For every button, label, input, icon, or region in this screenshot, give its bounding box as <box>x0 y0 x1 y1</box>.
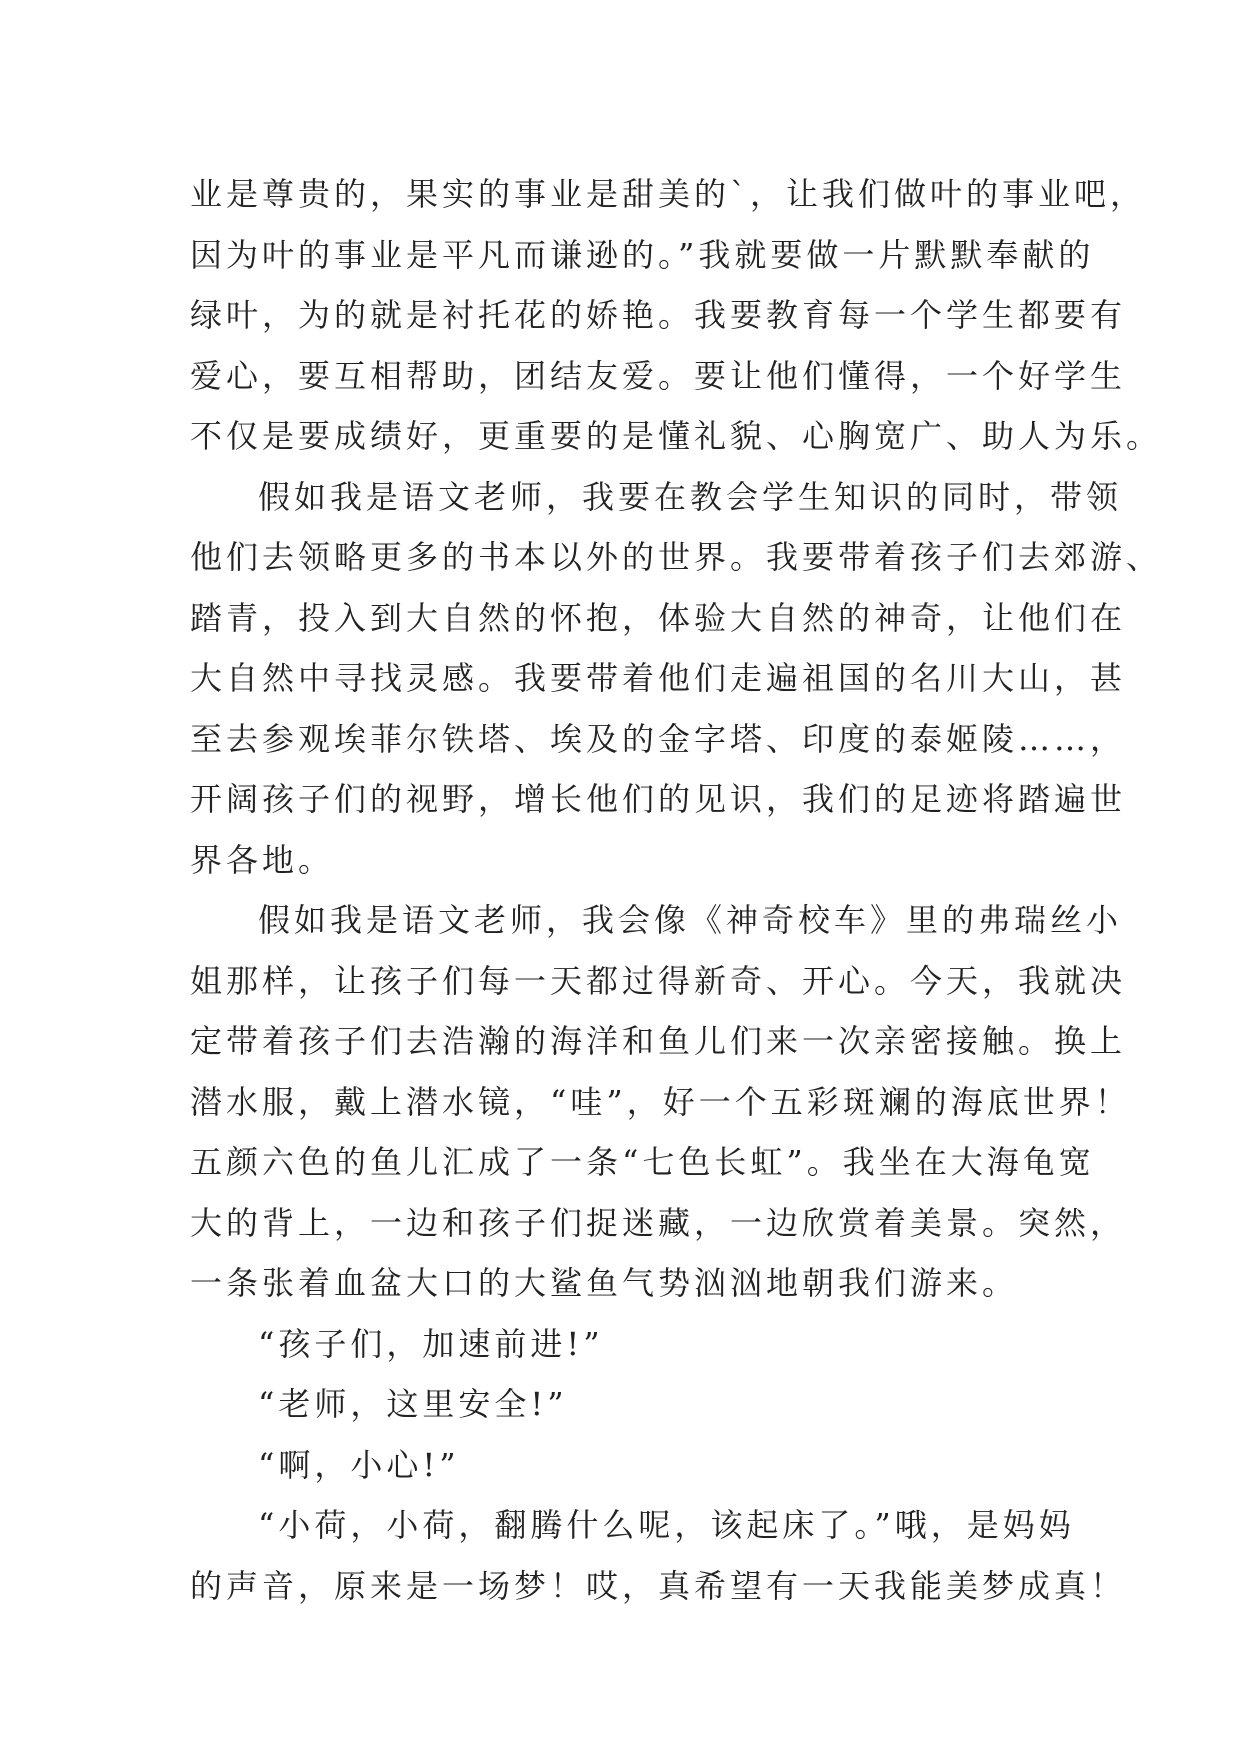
text-line: 五颜六色的鱼儿汇成了一条“七色长虹”。我坐在大海龟宽 <box>190 1143 1095 1181</box>
paragraph-2 <box>190 467 1163 891</box>
paragraph-3 <box>190 890 1131 1314</box>
text-line: 他们去领略更多的书本以外的世界。我要带着孩子们去郊游、 <box>190 538 1163 576</box>
text-line: 绿叶，为的就是衬托花的娇艳。我要教育每一个学生都要有 <box>190 296 1127 334</box>
paragraph-4 <box>190 1314 1070 1375</box>
text-line: 开阔孩子们的视野，增长他们的见识，我们的足迹将踏遍世 <box>190 780 1127 818</box>
text-line: 踏青，投入到大自然的怀抱，体验大自然的神奇，让他们在 <box>190 598 1127 637</box>
text-line: 业是尊贵的，果实的事业是甜美的`，让我们做叶的事业吧， <box>190 175 1147 213</box>
text-line: 的声音，原来是一场梦！哎，真希望有一天我能美梦成真！ <box>190 1566 1127 1605</box>
text-line: 一条张着血盆大口的大鲨鱼气势汹汹地朝我们游来。 <box>190 1264 1019 1302</box>
text-line: 因为叶的事业是平凡而谦逊的。”我就要做一片默默奉献的 <box>190 235 1095 274</box>
text-line: 不仅是要成绩好，更重要的是懂礼貌、心胸宽广、助人为乐。 <box>190 417 1163 455</box>
paragraph-1 <box>190 164 1163 467</box>
text-line: 至去参观埃菲尔铁塔、埃及的金字塔、印度的泰姬陵……， <box>190 719 1127 758</box>
paragraph-7 <box>190 1495 1127 1616</box>
text-line: 潜水服，戴上潜水镜，“哇”，好一个五彩斑斓的海底世界！ <box>190 1082 1131 1121</box>
text-line: “小荷，小荷，翻腾什么呢，该起床了。”哦，是妈妈 <box>258 1506 1075 1544</box>
text-line: “孩子们，加速前进!” <box>258 1324 604 1363</box>
text-line: “啊，小心!” <box>258 1445 460 1484</box>
text-line: 定带着孩子们去浩瀚的海洋和鱼儿们来一次亲密接触。换上 <box>190 1022 1127 1060</box>
text-line: 界各地。 <box>190 840 335 879</box>
text-line: 大的背上，一边和孩子们捉迷藏，一边欣赏着美景。突然， <box>190 1203 1127 1242</box>
text-line: 假如我是语文老师，我要在教会学生知识的同时，带领 <box>258 477 1123 516</box>
text-line: 假如我是语文老师，我会像《神奇校车》里的弗瑞丝小 <box>258 901 1123 939</box>
document-body <box>190 164 1163 1616</box>
text-line: 姐那样，让孩子们每一天都过得新奇、开心。今天，我就决 <box>190 961 1127 1000</box>
paragraph-5 <box>190 1374 1070 1435</box>
text-line: 爱心，要互相帮助，团结友爱。要让他们懂得，一个好学生 <box>190 356 1127 395</box>
paragraph-6 <box>190 1435 1070 1496</box>
text-line: “老师，这里安全!” <box>258 1385 568 1423</box>
text-line: 大自然中寻找灵感。我要带着他们走遍祖国的名川大山，甚 <box>190 659 1127 697</box>
